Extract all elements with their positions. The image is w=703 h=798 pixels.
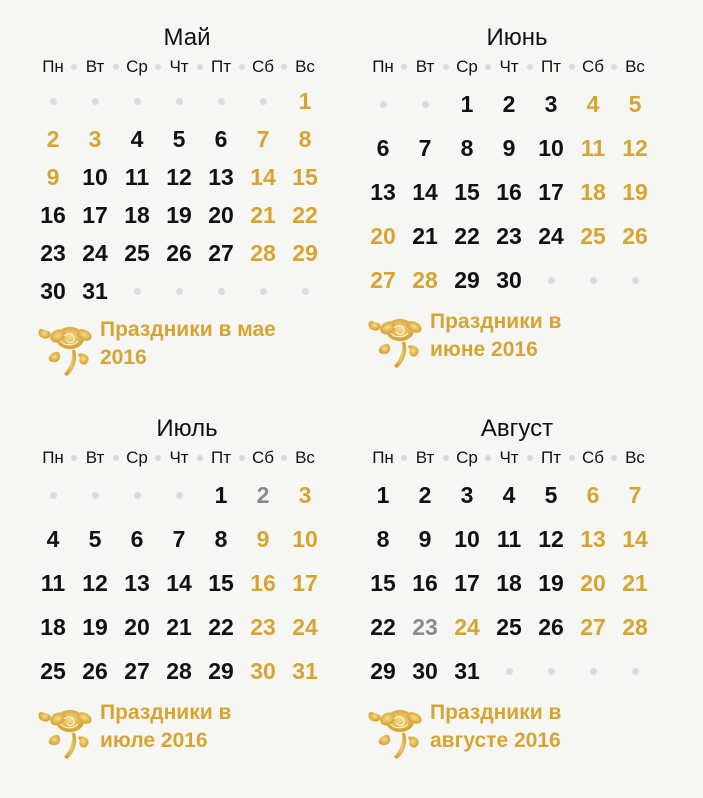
day-cell: 24 [82, 239, 108, 266]
day-cell: 11 [496, 525, 522, 552]
empty-day-dot [74, 473, 116, 517]
day-cell-weekend: 4 [586, 90, 600, 117]
empty-day-dot [74, 82, 116, 120]
holidays-link-line: Праздники в [100, 701, 232, 724]
day-cell: 17 [454, 569, 480, 596]
weekday-label: Чт [158, 448, 200, 468]
day-cell-weekend: 2 [46, 125, 60, 152]
day-grid [362, 82, 662, 302]
week-row [32, 517, 332, 561]
weekday-label: Пн [362, 448, 404, 468]
weekday-label: Вт [74, 57, 116, 77]
day-cell: 19 [166, 201, 192, 228]
empty-day-dot [488, 649, 530, 693]
day-cell: 19 [538, 569, 564, 596]
week-row [362, 561, 662, 605]
day-cell-shortened: 2 [256, 481, 270, 508]
holidays-link[interactable] [32, 316, 332, 378]
empty-day-dot [200, 82, 242, 120]
day-cell-weekend: 17 [292, 569, 318, 596]
day-cell: 11 [40, 569, 66, 596]
day-cell-weekend: 24 [454, 613, 480, 640]
day-cell-weekend: 25 [580, 222, 606, 249]
day-cell: 5 [172, 125, 186, 152]
golden-flower-icon [34, 699, 102, 761]
weekday-label: Пт [200, 57, 242, 77]
day-cell-shortened: 23 [412, 613, 438, 640]
day-cell: 13 [208, 163, 234, 190]
weekday-label: Сб [572, 448, 614, 468]
holidays-link-line: 2016 [100, 346, 147, 369]
holidays-link-line: Праздники в мае [100, 318, 276, 341]
weekday-label: Ср [446, 448, 488, 468]
empty-day-dot [614, 258, 656, 302]
week-row [32, 561, 332, 605]
month-title: Июль [156, 415, 218, 442]
day-cell-weekend: 27 [580, 613, 606, 640]
weekday-header [32, 447, 332, 469]
day-cell: 25 [124, 239, 150, 266]
day-cell-weekend: 16 [250, 569, 276, 596]
weekday-label: Пн [32, 57, 74, 77]
weekday-label: Сб [572, 57, 614, 77]
day-cell-weekend: 3 [88, 125, 102, 152]
day-cell: 16 [412, 569, 438, 596]
day-cell-weekend: 26 [622, 222, 648, 249]
day-cell: 22 [370, 613, 396, 640]
day-cell: 10 [454, 525, 480, 552]
day-cell-weekend: 5 [628, 90, 642, 117]
day-cell: 30 [412, 657, 438, 684]
day-cell: 30 [40, 277, 66, 304]
day-cell-weekend: 1 [298, 87, 312, 114]
day-cell-weekend: 3 [298, 481, 312, 508]
day-cell: 17 [82, 201, 108, 228]
weekday-label: Ср [116, 57, 158, 77]
weekday-label: Сб [242, 448, 284, 468]
day-cell-weekend: 6 [586, 481, 600, 508]
day-cell-weekend: 23 [250, 613, 276, 640]
day-cell: 7 [418, 134, 432, 161]
day-cell-weekend: 12 [622, 134, 648, 161]
holidays-link-line: Праздники в [430, 310, 562, 333]
day-cell-weekend: 11 [580, 134, 606, 161]
empty-day-dot [572, 258, 614, 302]
weekday-label: Вт [404, 448, 446, 468]
week-row [362, 126, 662, 170]
week-row [32, 649, 332, 693]
day-cell: 11 [124, 163, 150, 190]
day-cell-weekend: 18 [580, 178, 606, 205]
week-row [362, 214, 662, 258]
day-cell: 16 [496, 178, 522, 205]
weekday-label: Пн [32, 448, 74, 468]
day-cell: 17 [538, 178, 564, 205]
day-cell-weekend: 24 [292, 613, 318, 640]
day-cell: 25 [40, 657, 66, 684]
day-cell: 22 [208, 613, 234, 640]
empty-day-dot [284, 272, 326, 310]
day-cell: 12 [82, 569, 108, 596]
day-cell: 7 [172, 525, 186, 552]
holidays-link-text[interactable] [430, 699, 561, 755]
day-cell: 3 [460, 481, 474, 508]
calendar-month-august [362, 413, 662, 761]
day-cell-weekend: 22 [292, 201, 318, 228]
day-cell-weekend: 31 [292, 657, 318, 684]
empty-day-dot [200, 272, 242, 310]
day-cell: 4 [502, 481, 516, 508]
day-cell: 29 [208, 657, 234, 684]
day-cell: 29 [370, 657, 396, 684]
week-row [32, 605, 332, 649]
day-cell: 12 [166, 163, 192, 190]
day-cell: 4 [130, 125, 144, 152]
day-cell-weekend: 9 [46, 163, 60, 190]
week-row [362, 258, 662, 302]
week-row [32, 196, 332, 234]
week-row [32, 120, 332, 158]
day-cell: 10 [82, 163, 108, 190]
week-row [32, 82, 332, 120]
day-cell: 27 [124, 657, 150, 684]
day-cell: 10 [538, 134, 564, 161]
day-cell: 15 [370, 569, 396, 596]
day-cell-weekend: 29 [292, 239, 318, 266]
week-row [32, 473, 332, 517]
week-row [32, 158, 332, 196]
calendar-month-may [32, 22, 332, 378]
day-cell: 2 [502, 90, 516, 117]
day-cell-weekend: 13 [580, 525, 606, 552]
weekday-label: Сб [242, 57, 284, 77]
day-cell: 9 [418, 525, 432, 552]
weekday-label: Пт [200, 448, 242, 468]
weekday-label: Вс [625, 448, 645, 467]
day-cell: 23 [40, 239, 66, 266]
day-cell: 13 [124, 569, 150, 596]
empty-day-dot [158, 473, 200, 517]
weekday-header [362, 56, 662, 78]
day-cell-weekend: 8 [298, 125, 312, 152]
day-grid [362, 473, 662, 693]
day-cell: 28 [166, 657, 192, 684]
day-cell: 25 [496, 613, 522, 640]
day-cell-weekend: 28 [412, 266, 438, 293]
day-cell-weekend: 30 [250, 657, 276, 684]
golden-flower-icon [34, 316, 102, 378]
day-cell: 31 [454, 657, 480, 684]
holidays-link-line: августе 2016 [430, 729, 561, 752]
empty-day-dot [530, 258, 572, 302]
day-cell-weekend: 14 [250, 163, 276, 190]
week-row [32, 272, 332, 310]
day-cell: 15 [208, 569, 234, 596]
day-cell: 9 [502, 134, 516, 161]
day-cell-weekend: 10 [292, 525, 318, 552]
weekday-label: Чт [488, 448, 530, 468]
empty-day-dot [116, 473, 158, 517]
day-cell: 26 [166, 239, 192, 266]
day-cell: 20 [208, 201, 234, 228]
day-cell: 22 [454, 222, 480, 249]
day-cell: 2 [418, 481, 432, 508]
golden-flower-icon [364, 699, 432, 761]
day-cell: 19 [82, 613, 108, 640]
calendar-month-june [362, 22, 662, 370]
weekday-label: Вт [404, 57, 446, 77]
day-cell: 1 [214, 481, 228, 508]
weekday-label: Пт [530, 57, 572, 77]
day-cell-weekend: 19 [622, 178, 648, 205]
day-cell: 27 [208, 239, 234, 266]
day-cell-weekend: 9 [256, 525, 270, 552]
day-cell-weekend: 14 [622, 525, 648, 552]
empty-day-dot [242, 82, 284, 120]
day-cell: 21 [166, 613, 192, 640]
week-row [362, 517, 662, 561]
holidays-link-text[interactable] [100, 316, 276, 372]
weekday-label: Ср [446, 57, 488, 77]
day-cell: 14 [166, 569, 192, 596]
empty-day-dot [614, 649, 656, 693]
weekday-label: Чт [488, 57, 530, 77]
day-grid [32, 82, 332, 310]
weekday-label: Пт [530, 448, 572, 468]
holidays-link-line: Праздники в [430, 701, 562, 724]
day-cell-weekend: 27 [370, 266, 396, 293]
day-cell: 24 [538, 222, 564, 249]
day-cell: 13 [370, 178, 396, 205]
day-cell: 15 [454, 178, 480, 205]
golden-flower-icon [364, 308, 432, 370]
empty-day-dot [32, 82, 74, 120]
day-cell: 29 [454, 266, 480, 293]
day-cell-weekend: 21 [622, 569, 648, 596]
week-row [362, 82, 662, 126]
week-row [362, 649, 662, 693]
month-title: Август [480, 415, 554, 442]
day-cell: 6 [214, 125, 228, 152]
weekday-label: Вс [625, 57, 645, 76]
week-row [362, 170, 662, 214]
weekday-header [362, 447, 662, 469]
day-cell-weekend: 20 [580, 569, 606, 596]
day-cell-weekend: 20 [370, 222, 396, 249]
day-cell-weekend: 15 [292, 163, 318, 190]
day-cell: 4 [46, 525, 60, 552]
weekday-label: Ср [116, 448, 158, 468]
holidays-link-text[interactable] [100, 699, 231, 755]
holidays-link[interactable] [362, 308, 662, 370]
day-cell: 6 [130, 525, 144, 552]
day-cell: 5 [544, 481, 558, 508]
empty-day-dot [242, 272, 284, 310]
day-cell-weekend: 28 [622, 613, 648, 640]
empty-day-dot [404, 82, 446, 126]
day-cell: 16 [40, 201, 66, 228]
empty-day-dot [158, 272, 200, 310]
empty-day-dot [32, 473, 74, 517]
day-cell-weekend: 21 [250, 201, 276, 228]
holidays-link-line: июле 2016 [100, 729, 208, 752]
day-grid [32, 473, 332, 693]
week-row [362, 473, 662, 517]
day-cell: 1 [376, 481, 390, 508]
calendar-month-july [32, 413, 332, 761]
day-cell: 8 [376, 525, 390, 552]
day-cell: 6 [376, 134, 390, 161]
week-row [362, 605, 662, 649]
day-cell-weekend: 28 [250, 239, 276, 266]
empty-day-dot [362, 82, 404, 126]
holidays-link[interactable] [32, 699, 332, 761]
empty-day-dot [572, 649, 614, 693]
day-cell: 12 [538, 525, 564, 552]
day-cell: 26 [538, 613, 564, 640]
holidays-link[interactable] [362, 699, 662, 761]
weekday-label: Пн [362, 57, 404, 77]
weekday-header [32, 56, 332, 78]
day-cell: 3 [544, 90, 558, 117]
day-cell: 18 [124, 201, 150, 228]
empty-day-dot [158, 82, 200, 120]
day-cell: 26 [82, 657, 108, 684]
day-cell: 31 [82, 277, 108, 304]
day-cell: 20 [124, 613, 150, 640]
week-row [32, 234, 332, 272]
holidays-link-line: июне 2016 [430, 338, 538, 361]
weekday-label: Вс [295, 57, 315, 76]
day-cell: 30 [496, 266, 522, 293]
empty-day-dot [530, 649, 572, 693]
day-cell: 1 [460, 90, 474, 117]
day-cell: 23 [496, 222, 522, 249]
day-cell-weekend: 7 [628, 481, 642, 508]
day-cell: 14 [412, 178, 438, 205]
day-cell-weekend: 7 [256, 125, 270, 152]
day-cell: 18 [40, 613, 66, 640]
weekday-label: Вт [74, 448, 116, 468]
empty-day-dot [116, 272, 158, 310]
day-cell: 8 [214, 525, 228, 552]
day-cell: 21 [412, 222, 438, 249]
day-cell: 5 [88, 525, 102, 552]
weekday-label: Вс [295, 448, 315, 467]
month-title: Май [163, 24, 211, 51]
holidays-link-text[interactable] [430, 308, 561, 364]
day-cell: 8 [460, 134, 474, 161]
weekday-label: Чт [158, 57, 200, 77]
day-cell: 18 [496, 569, 522, 596]
empty-day-dot [116, 82, 158, 120]
month-title: Июнь [486, 24, 548, 51]
